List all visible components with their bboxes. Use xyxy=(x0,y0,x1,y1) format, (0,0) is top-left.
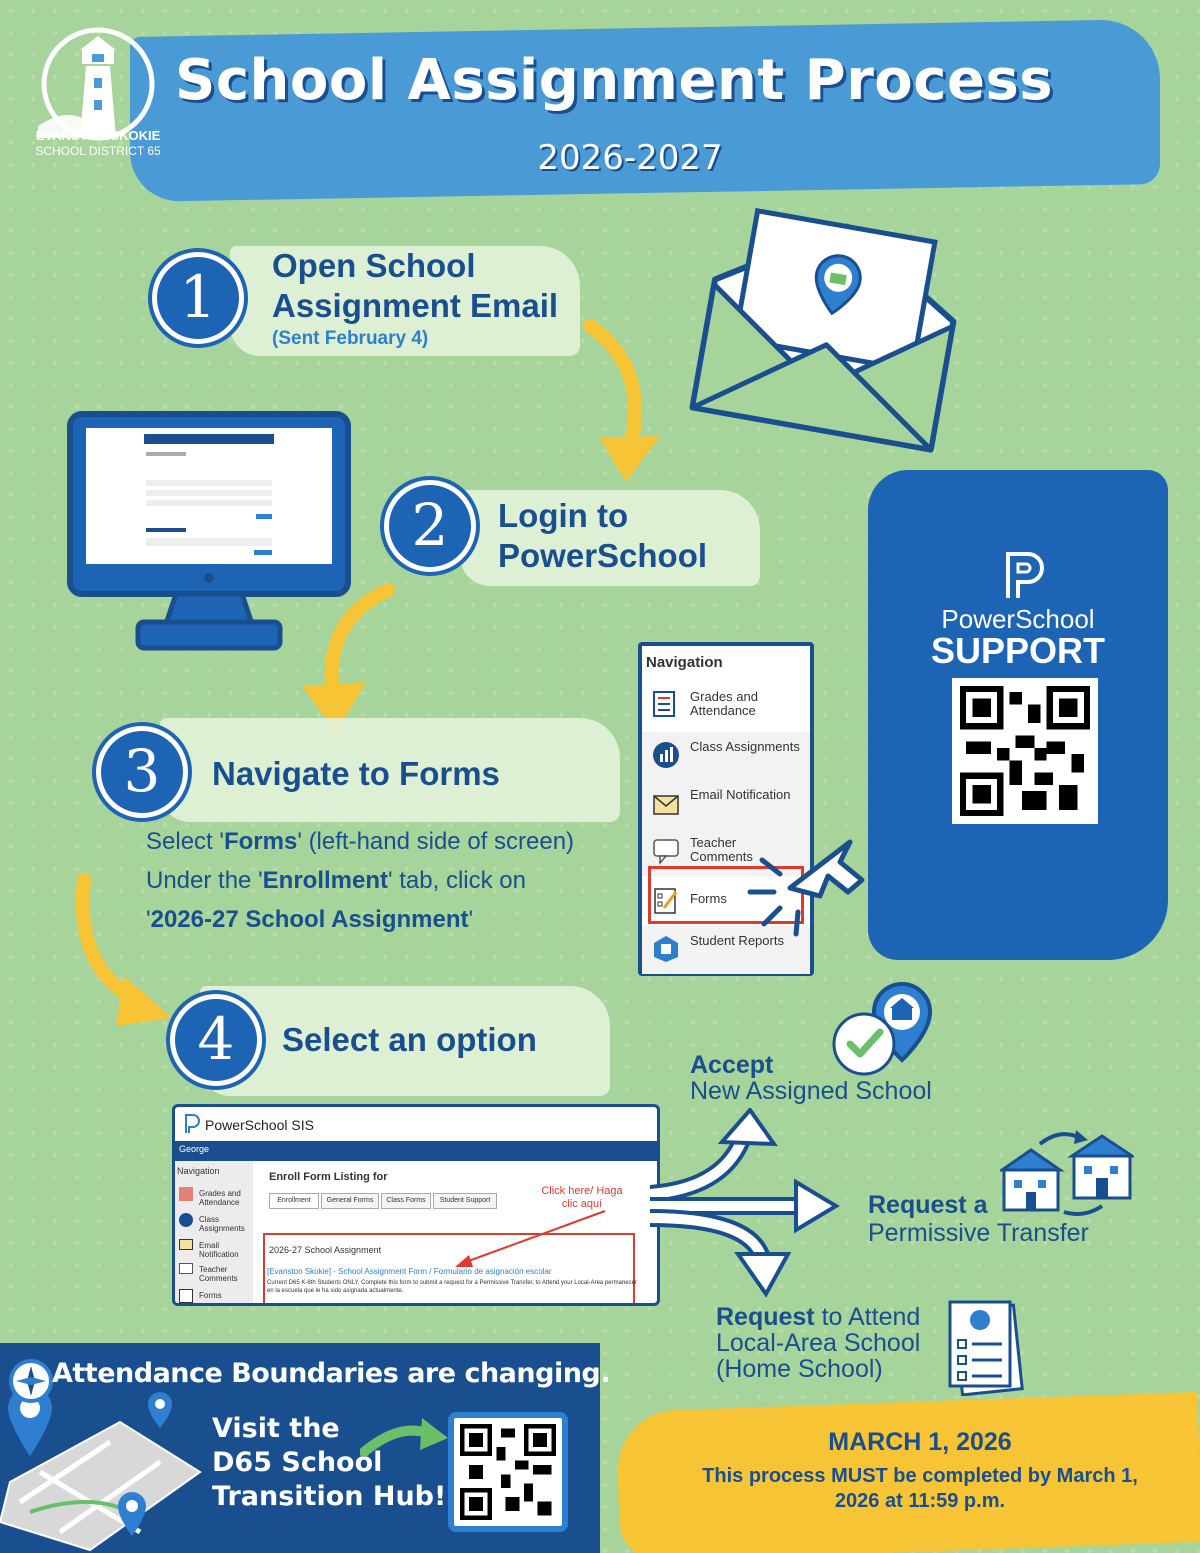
sis-nav-header: Navigation xyxy=(177,1166,220,1176)
step1-title-line2: Assignment Email xyxy=(272,287,559,324)
sis-title: PowerSchool SIS xyxy=(205,1117,314,1133)
nav-label-class-assignments: Class Assignments xyxy=(690,739,800,754)
tab-student-support[interactable]: Student Support xyxy=(433,1193,497,1209)
sis-top-bar xyxy=(175,1141,660,1161)
school-assignment-form-link[interactable]: [Evanston Skokie] - School Assignment Form / Formulario de asignación escolar xyxy=(267,1267,552,1276)
sis-nav-forms[interactable]: Forms xyxy=(199,1291,222,1300)
sis-nav-grades[interactable]: Grades and Attendance xyxy=(199,1189,241,1207)
transition-hub-line3: Transition Hub! xyxy=(212,1481,447,1512)
document-checklist-icon xyxy=(944,1298,1024,1396)
option-local-home: (Home School) xyxy=(716,1355,883,1383)
nav-label-teacher-comments: Teacher Comments xyxy=(690,835,753,864)
tab-general-forms[interactable]: General Forms xyxy=(321,1193,379,1209)
logo-district-name: EVANSTON/SKOKIE xyxy=(35,128,161,143)
arrow-curve-icon xyxy=(290,582,410,740)
sis-assignment-title: 2026-27 School Assignment xyxy=(269,1245,382,1255)
nav-label-grades: Grades and Attendance xyxy=(690,689,758,718)
page-year: 2026-2027 xyxy=(537,138,723,178)
navigation-header: Navigation xyxy=(646,654,723,671)
powerschool-logo-icon xyxy=(183,1113,201,1135)
logo-district-number: SCHOOL DISTRICT 65 xyxy=(35,144,161,158)
envelope-icon xyxy=(688,205,970,455)
grades-icon xyxy=(652,690,680,720)
nav-item-class-assignments[interactable] xyxy=(642,732,810,780)
green-arrow-icon xyxy=(360,1412,450,1462)
step3-instruction-2: Under the 'Enrollment' tab, click on xyxy=(146,867,526,894)
powerschool-sis-window xyxy=(172,1104,660,1306)
compass-icon xyxy=(8,1358,54,1404)
sis-sidebar xyxy=(175,1161,253,1306)
map-icon xyxy=(0,1382,210,1553)
transition-hub-line1: Visit the xyxy=(212,1413,340,1444)
comment-icon xyxy=(652,836,680,866)
nav-label-student-reports: Student Reports xyxy=(690,933,784,948)
powerschool-support-label: SUPPORT xyxy=(930,630,1106,671)
option-transfer: Request a xyxy=(868,1191,988,1219)
option-transfer-detail: Permissive Transfer xyxy=(868,1219,1089,1247)
sis-nav-email[interactable]: Email Notification xyxy=(199,1241,239,1259)
arrow-curve-icon xyxy=(570,318,670,488)
option-accept: Accept xyxy=(690,1051,774,1079)
deadline-text: This process MUST be completed by March 1, 2026 at 11:59 p.m. xyxy=(702,1465,1138,1512)
step3-title: Navigate to Forms xyxy=(212,755,500,792)
email-icon xyxy=(652,788,680,818)
click-here-label: Click here/ Haga clic aquí xyxy=(541,1185,623,1210)
option-local: Request to Attend xyxy=(716,1303,921,1331)
cursor-click-icon xyxy=(740,830,870,940)
arrow-curve-icon xyxy=(64,872,176,1032)
sis-form-description: Current D65 K-8th Students ONLY. Complete this form to submit a request for a Permissive Transfer, to Attend your Local-Area permanecer en la escuela que le ha sido asignada actualmente. xyxy=(267,1280,637,1294)
branching-arrows-icon xyxy=(650,1108,840,1298)
nav-item-grades[interactable] xyxy=(642,682,810,730)
step3-instruction-3: '2026-27 School Assignment' xyxy=(146,906,474,933)
option-local-detail: Local-Area School xyxy=(716,1329,921,1357)
step2-number: 2 xyxy=(384,480,476,572)
nav-label-forms: Forms xyxy=(690,891,727,906)
step4-number: 4 xyxy=(170,994,262,1086)
nav-item-email[interactable] xyxy=(642,780,810,828)
school-transfer-icon xyxy=(1000,1126,1134,1216)
report-icon xyxy=(652,934,680,964)
sis-user-name: George xyxy=(179,1144,210,1154)
deadline-date: MARCH 1, 2026 xyxy=(828,1428,1012,1456)
powerschool-name: PowerSchool xyxy=(941,604,1095,634)
step2-title-line1: Login to xyxy=(498,497,629,534)
chart-badge-icon xyxy=(179,1213,193,1227)
transition-hub-line2: D65 School xyxy=(212,1447,383,1478)
transition-hub-qr-code-icon[interactable] xyxy=(448,1412,568,1532)
step2-title-line2: PowerSchool xyxy=(498,537,708,574)
sis-nav-class-assignments[interactable]: Class Assignments xyxy=(199,1215,245,1233)
grades-icon xyxy=(179,1187,193,1201)
boundaries-headline: Attendance Boundaries are changing. xyxy=(52,1358,611,1389)
email-icon xyxy=(179,1239,193,1250)
page-title: School Assignment Process xyxy=(175,48,1054,113)
forms-icon xyxy=(179,1289,193,1303)
step1-note: (Sent February 4) xyxy=(272,328,429,349)
sis-nav-teacher-comments[interactable]: Teacher Comments xyxy=(199,1265,238,1283)
option-accept-detail: New Assigned School xyxy=(690,1077,932,1105)
step3-instruction-1: Select 'Forms' (left-hand side of screen) xyxy=(146,828,575,855)
step4-title: Select an option xyxy=(282,1021,537,1058)
powerschool-logo-icon xyxy=(1000,548,1050,602)
step1-title-line1: Open School xyxy=(272,247,476,284)
checkmark-school-icon xyxy=(830,980,940,1080)
step1-number: 1 xyxy=(152,252,244,344)
tab-enrollment[interactable]: Enrollment xyxy=(269,1193,319,1209)
sis-enroll-title: Enroll Form Listing for xyxy=(269,1171,388,1183)
support-qr-code-icon[interactable] xyxy=(952,678,1098,824)
comment-icon xyxy=(179,1263,193,1274)
tab-class-forms[interactable]: Class Forms xyxy=(381,1193,431,1209)
nav-label-email: Email Notification xyxy=(690,787,791,802)
chart-badge-icon xyxy=(652,740,680,770)
step3-number: 3 xyxy=(96,726,188,818)
